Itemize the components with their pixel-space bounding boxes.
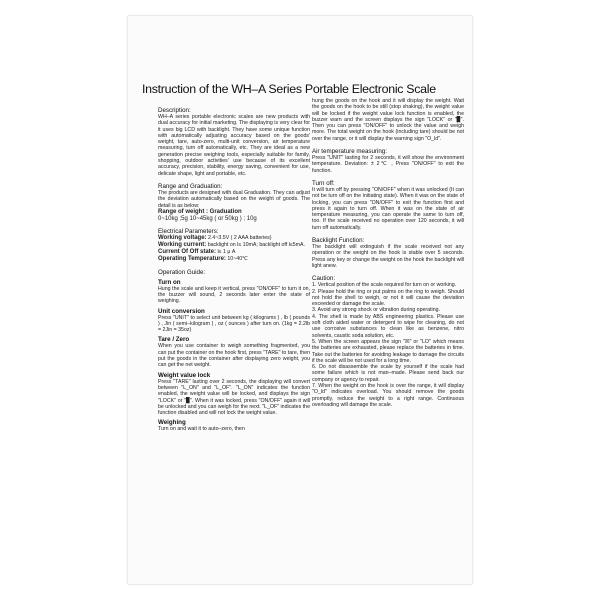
range-table-row: 0~10kg ;5g 10~45kg ( or 50kg ) ; 10g xyxy=(158,215,257,222)
range-table-header: Range of weight : Graduation xyxy=(158,208,242,215)
unit-text: Press "UNIT" to select unit between kg ( kilograms ) , lb ( pounds ) , Jin ( semi–kilogram ) , oz ( ounces ) after turn on. (1kg = 2.2lb = 2Jin = 35oz) xyxy=(158,314,310,334)
document-title: Instruction of the WH–A Series Portable Electronic Scale xyxy=(142,82,436,96)
turn-off-text: It will turn off by pressing "ON/OFF" when it was unlocked (It can not be turn off on the initiating state). When it was on the state of locking, you can press "ON/OFF" to exit the function first and press it again to turn off. When it was on the state of air temperature measuring, you can operate the same to turn off, too. If the scale received no operation over 120 seconds, it will turn off automatically. xyxy=(312,186,464,231)
turn-off-heading: Turn off: xyxy=(312,179,335,187)
description-text: WH–A series portable electronic scales are new products with dual accuracy for initial marketing. The displaying is very clear for it uses big LCD with backlight. They have some unique function with automatically adjusting accuracy based on the goods' weight, tare, auto-zero, multi-unit conversion, air temperature measuring, turn off automatically, etc. They are ideal as a new generation precise weighing tools, especially suitable for family, shopping, outdoor activities' use because of its excellent accuracy, precision, stability, energy saving, convenient for use, delicate shape, light and portable, etc. xyxy=(158,114,310,177)
tare-heading: Tare / Zero xyxy=(158,336,190,344)
caution-item: 2. Please hold the ring or put palms on the ring to weigh. Should not hold the shell to weigh, or not it will cause the deviation exceeded or damage the scale. xyxy=(312,288,464,308)
backlight-text: The backlight will extinguish if the scale received not any operation or the weight on the hook is stable over 5 seconds. Press any key or change the weight on the hook the backlight will light anew. xyxy=(312,244,464,269)
turn-on-text: Hung the scale and keep it vertical, press "ON/OFF" to turn it on, the buzzer will sound, 2 seconds later enter the state of weighing. xyxy=(158,285,310,305)
operation-heading: Operation Guide: xyxy=(158,268,206,276)
lock-heading: Weight value lock xyxy=(158,371,211,379)
caution-item: 5. When the screen appears the sign "☒" or "LO" which means the batteries are exhausted, please replace the batteries in time. Take out the batteries for avoiding leakage to damage the circuits if the scale will be not used for a long time. xyxy=(312,338,464,364)
electrical-heading: Electrical Parameters: xyxy=(158,228,219,236)
air-temperature-text: Press "UNIT" lasting for 2 seconds, it will show the environment temperature. Deviation: ± 2℃ , Press "ON/OFF" to exit the function. xyxy=(312,155,464,174)
weighing-continued: hung the goods on the hook and it will display the weight. Wait the goods on the hook to be still (stop shaking), the weight value will be locked if the weight value lock function is enabled, the buzzer warn and the screen displays the sign "LOCK" or "▉". Then you can press "ON/OFF" to unlock the value and weigh more. The total weight on the hook (including tare) should be not over the range, or it will display the warning sign "O_ld". xyxy=(312,98,464,142)
working-voltage: Working voltage: 2.4~3.5V ( 2 AAA batteries) xyxy=(158,235,272,242)
caution-item: 6. Do not disassemble the scale by yourself if the scale had some failure which is not man–made. Please send back our company or agency to repair. xyxy=(312,364,464,383)
caution-item: 7. When the weight on the hook is over the range, it will display "O_ld" indicates overload. You should remove the goods promptly, reduce the weight to a right range. Continuous overloading will damage the scale. xyxy=(312,382,464,408)
backlight-heading: Backlight Function: xyxy=(312,237,365,245)
off-current: Current Of Off state: l≤ 1 μ A xyxy=(158,249,236,256)
caution-item: 1. Vertical position of the scale required for turn on or working. xyxy=(312,282,457,289)
range-heading: Range and Graduation: xyxy=(158,182,223,190)
caution-item: 3. Avoid any strong shock or vibration during operating. xyxy=(312,307,441,314)
lock-text: Press "TARE" lasting over 2 seconds, the displaying will convert between "L_ON" and "L_OF". "L_ON" indicates the function enabled, the weight value will be locked, and displays the sign "LOCK" or "▉". When it was locked, press "ON/OFF" again it will be unlocked and you can weigh for the next. "L_OF" indicates the function disabled and will not lock the weight value. xyxy=(158,378,310,417)
turn-on-heading: Turn on xyxy=(158,278,181,286)
air-temperature-heading: Air temperature measuring: xyxy=(312,148,387,156)
tare-text: When you use container to weigh something fragmented, you can put the container on the hook first, press "TARE" to tare, then put the goods in the container after displaying zero weight, you can get the net weight. xyxy=(158,343,310,369)
caution-heading: Caution: xyxy=(312,275,336,283)
range-text: The products are designed with dual Graduation. They can adjust the deviation automatically based on the weight of goods. The detail is as below: xyxy=(158,189,310,209)
operating-temperature: Operating Temperature: 10~40℃ xyxy=(158,255,249,262)
caution-item: 4. The shell is made by ABS engineering plastics. Please use soft cloth aided water or detergent to wipe for cleaning, do not use corrosive substances to clean like as benzene, nitro solvents, caustic soda solution, etc. xyxy=(312,313,464,339)
working-current: Working current: backlight on l≤ 10mA; backlight off l≤5mA. xyxy=(158,242,305,249)
weighing-text: Turn on and wait it to auto–zero, then xyxy=(158,426,245,433)
description-heading: Description: xyxy=(158,107,191,114)
instruction-sheet xyxy=(128,16,472,584)
unit-heading: Unit conversion xyxy=(158,307,205,315)
right-column xyxy=(312,98,464,408)
left-column xyxy=(158,104,310,433)
weighing-heading: Weighing xyxy=(158,419,186,427)
